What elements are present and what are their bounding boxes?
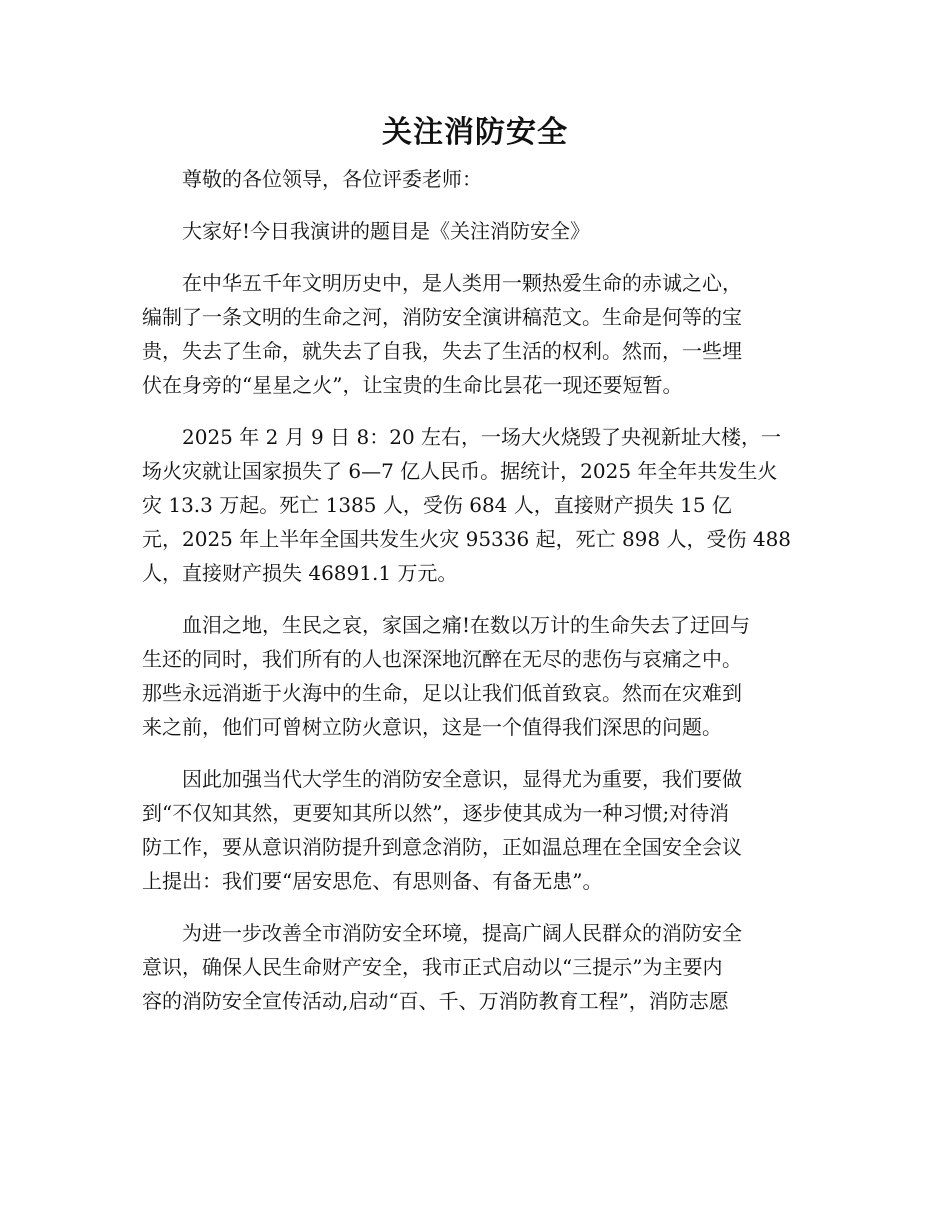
paragraph-2-line-2: 场火灾就让国家损失了 6—7 亿人民币。据统计，2025 年全年共发生火	[142, 459, 778, 483]
paragraph-4	[142, 762, 808, 898]
paragraph-3	[142, 608, 808, 744]
paragraph-3-line-2: 生还的同时，我们所有的人也深深地沉醉在无尽的悲伤与哀痛之中。	[142, 647, 742, 671]
paragraph-5-line-1: 为进一步改善全市消防安全环境，提高广阔人民群众的消防安全	[182, 921, 742, 945]
paragraph-2-line-5: 人，直接财产损失 46891.1 万元。	[142, 561, 458, 585]
paragraph-4-line-1: 因此加强当代大学生的消防安全意识，显得尤为重要，我们要做	[182, 767, 742, 791]
paragraph-2-line-1: 2025 年 2 月 9 日 8：20 左右，一场大火烧毁了央视新址大楼，一	[182, 425, 782, 449]
paragraph-2-line-4: 元，2025 年上半年全国共发生火灾 95336 起，死亡 898 人，受伤 488	[142, 527, 792, 551]
paragraph-1-line-1: 在中华五千年文明历史中，是人类用一颗热爱生命的赤诚之心，	[182, 271, 742, 295]
paragraph-5-line-3: 容的消防安全宣传活动,启动“百、千、万消防教育工程”，消防志愿	[142, 989, 729, 1013]
paragraph-1-line-3: 贵，失去了生命，就失去了自我，失去了生活的权利。然而，一些埋	[142, 339, 742, 363]
paragraph-3-line-1: 血泪之地，生民之哀，家国之痛!在数以万计的生命失去了迂回与	[182, 613, 751, 637]
document-body	[142, 110, 808, 1036]
paragraph-4-line-3: 防工作，要从意识消防提升到意念消防，正如温总理在全国安全会议	[142, 835, 742, 859]
paragraph-2-line-3: 灾 13.3 万起。死亡 1385 人，受伤 684 人，直接财产损失 15 亿	[142, 493, 732, 517]
paragraph-5-line-2: 意识，确保人民生命财产安全，我市正式启动以“三提示”为主要内	[142, 955, 723, 979]
paragraph-3-line-4: 来之前，他们可曾树立防火意识，这是一个值得我们深思的问题。	[142, 715, 722, 739]
paragraph-1-line-4: 伏在身旁的“星星之火”，让宝贵的生命比昙花一现还要短暂。	[142, 373, 683, 397]
greeting-paragraph: 大家好!今日我演讲的题目是《关注消防安全》	[182, 219, 591, 243]
paragraph-4-line-4: 上提出：我们要“居安思危、有思则备、有备无患”。	[142, 869, 603, 893]
paragraph-2	[142, 420, 808, 590]
paragraph-4-line-2: 到“不仅知其然，更要知其所以然”，逐步使其成为一种习惯;对待消	[142, 801, 730, 825]
document-title: 关注消防安全	[382, 115, 568, 150]
paragraph-3-line-3: 那些永远消逝于火海中的生命，足以让我们低首致哀。然而在灾难到	[142, 681, 742, 705]
paragraph-1	[142, 266, 808, 402]
paragraph-5	[142, 916, 808, 1018]
salutation-paragraph: 尊敬的各位领导，各位评委老师：	[182, 167, 482, 191]
paragraph-1-line-2: 编制了一条文明的生命之河，消防安全演讲稿范文。生命是何等的宝	[142, 305, 742, 329]
